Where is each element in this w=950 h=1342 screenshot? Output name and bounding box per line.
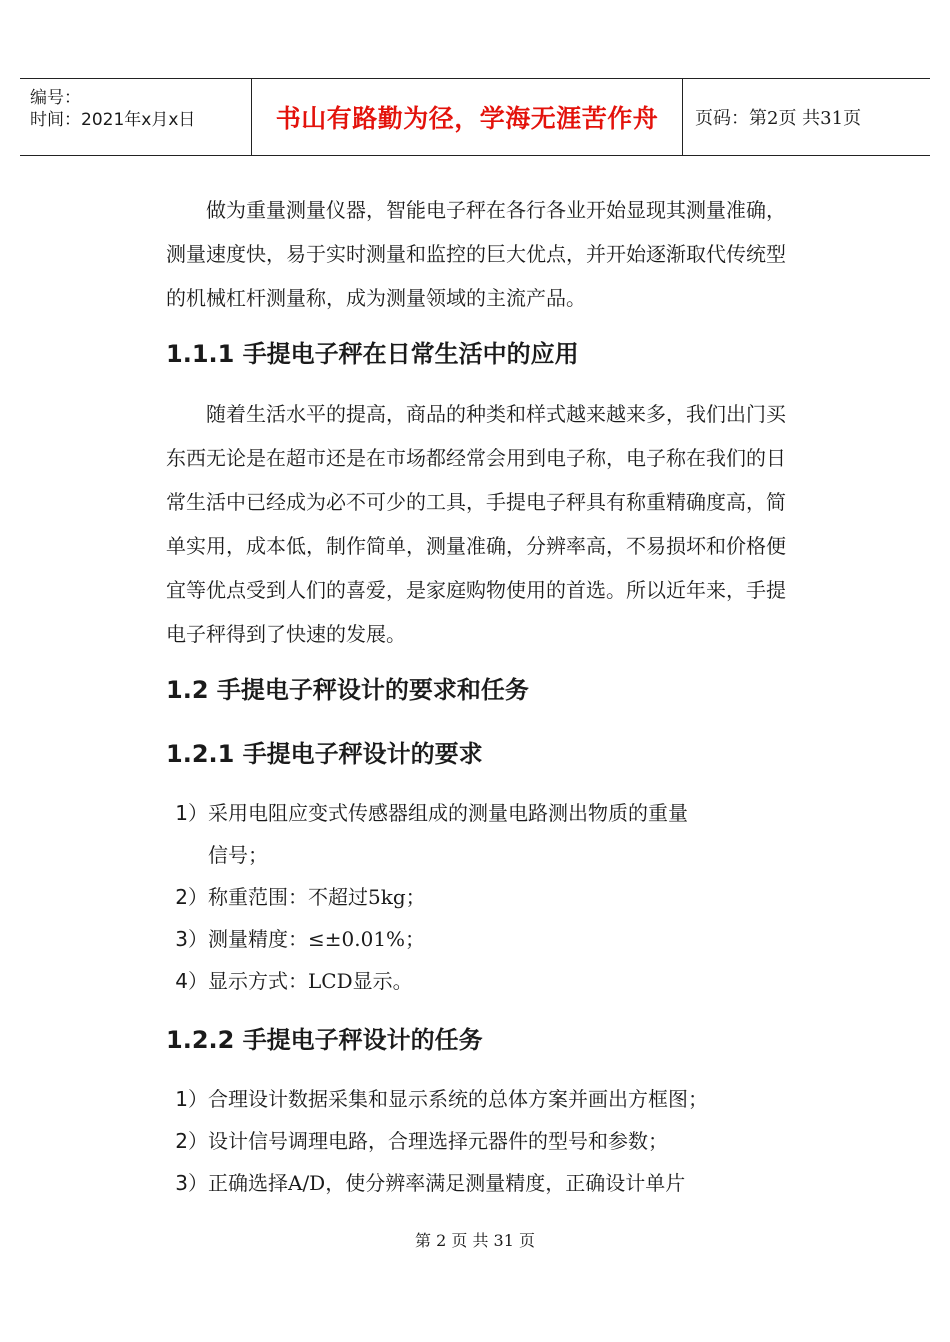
- requirements-list: [126, 792, 786, 1002]
- header-page-label: 页码：第2页 共31页: [695, 108, 862, 129]
- header-meta-cell: [20, 79, 252, 155]
- section-1-2-1-title: 1.2.1 手提电子秤设计的要求: [166, 740, 483, 768]
- section-1-2-2-title: 1.2.2 手提电子秤设计的任务: [166, 1026, 483, 1054]
- list-item: 3） 正确选择A/D，使分辨率满足测量精度，正确设计单片: [175, 1171, 686, 1195]
- time-label: 时间：2021年x月x日: [30, 110, 196, 130]
- list-item: 1） 采用电阻应变式传感器组成的测量电路测出物质的重量 信号；: [175, 801, 688, 867]
- intro-paragraph: 做为重量测量仪器，智能电子秤在各行各业开始显现其测量准确，测量速度快，易于实时测量和监控的巨大优点，并开始逐渐取代传统型的机械杠杆测量称，成为测量领域的主流产品。: [166, 198, 786, 310]
- section-1-1-1-title: 1.1.1 手提电子秤在日常生活中的应用: [166, 340, 579, 368]
- section-1-2-title: 1.2 手提电子秤设计的要求和任务: [166, 676, 529, 704]
- section-1-1-1-paragraph: 随着生活水平的提高，商品的种类和样式越来越来多，我们出门买东西无论是在超市还是在市场都经常会用到电子称，电子称在我们的日常生活中已经成为必不可少的工具，手提电子秤具有称重精确度高，简单实用，成本低，制作简单，测量准确，分辨率高，不易损坏和价格便宜等优点受到人们的喜爱，是家庭购物使用的首选。所以近年来，手提电子秤得到了快速的发展。: [166, 402, 786, 646]
- list-item: 2） 设计信号调理电路，合理选择元器件的型号和参数；: [175, 1129, 668, 1153]
- serial-label: 编号：: [30, 88, 81, 108]
- document-body: [166, 188, 786, 1204]
- list-item: 4） 显示方式：LCD显示。: [175, 969, 413, 993]
- list-item: 2） 称重范围：不超过5kg；: [175, 885, 426, 909]
- header-table: [20, 78, 930, 156]
- motto-text: 书山有路勤为径，学海无涯苦作舟: [275, 104, 659, 133]
- header-page-cell: [683, 79, 930, 155]
- page-footer: 第 2 页 共 31 页: [415, 1231, 535, 1250]
- header-motto-cell: [252, 79, 683, 155]
- list-item: 1） 合理设计数据采集和显示系统的总体方案并画出方框图；: [175, 1087, 708, 1111]
- tasks-list: [126, 1078, 786, 1204]
- list-item: 3） 测量精度：≤±0.01%；: [175, 927, 426, 951]
